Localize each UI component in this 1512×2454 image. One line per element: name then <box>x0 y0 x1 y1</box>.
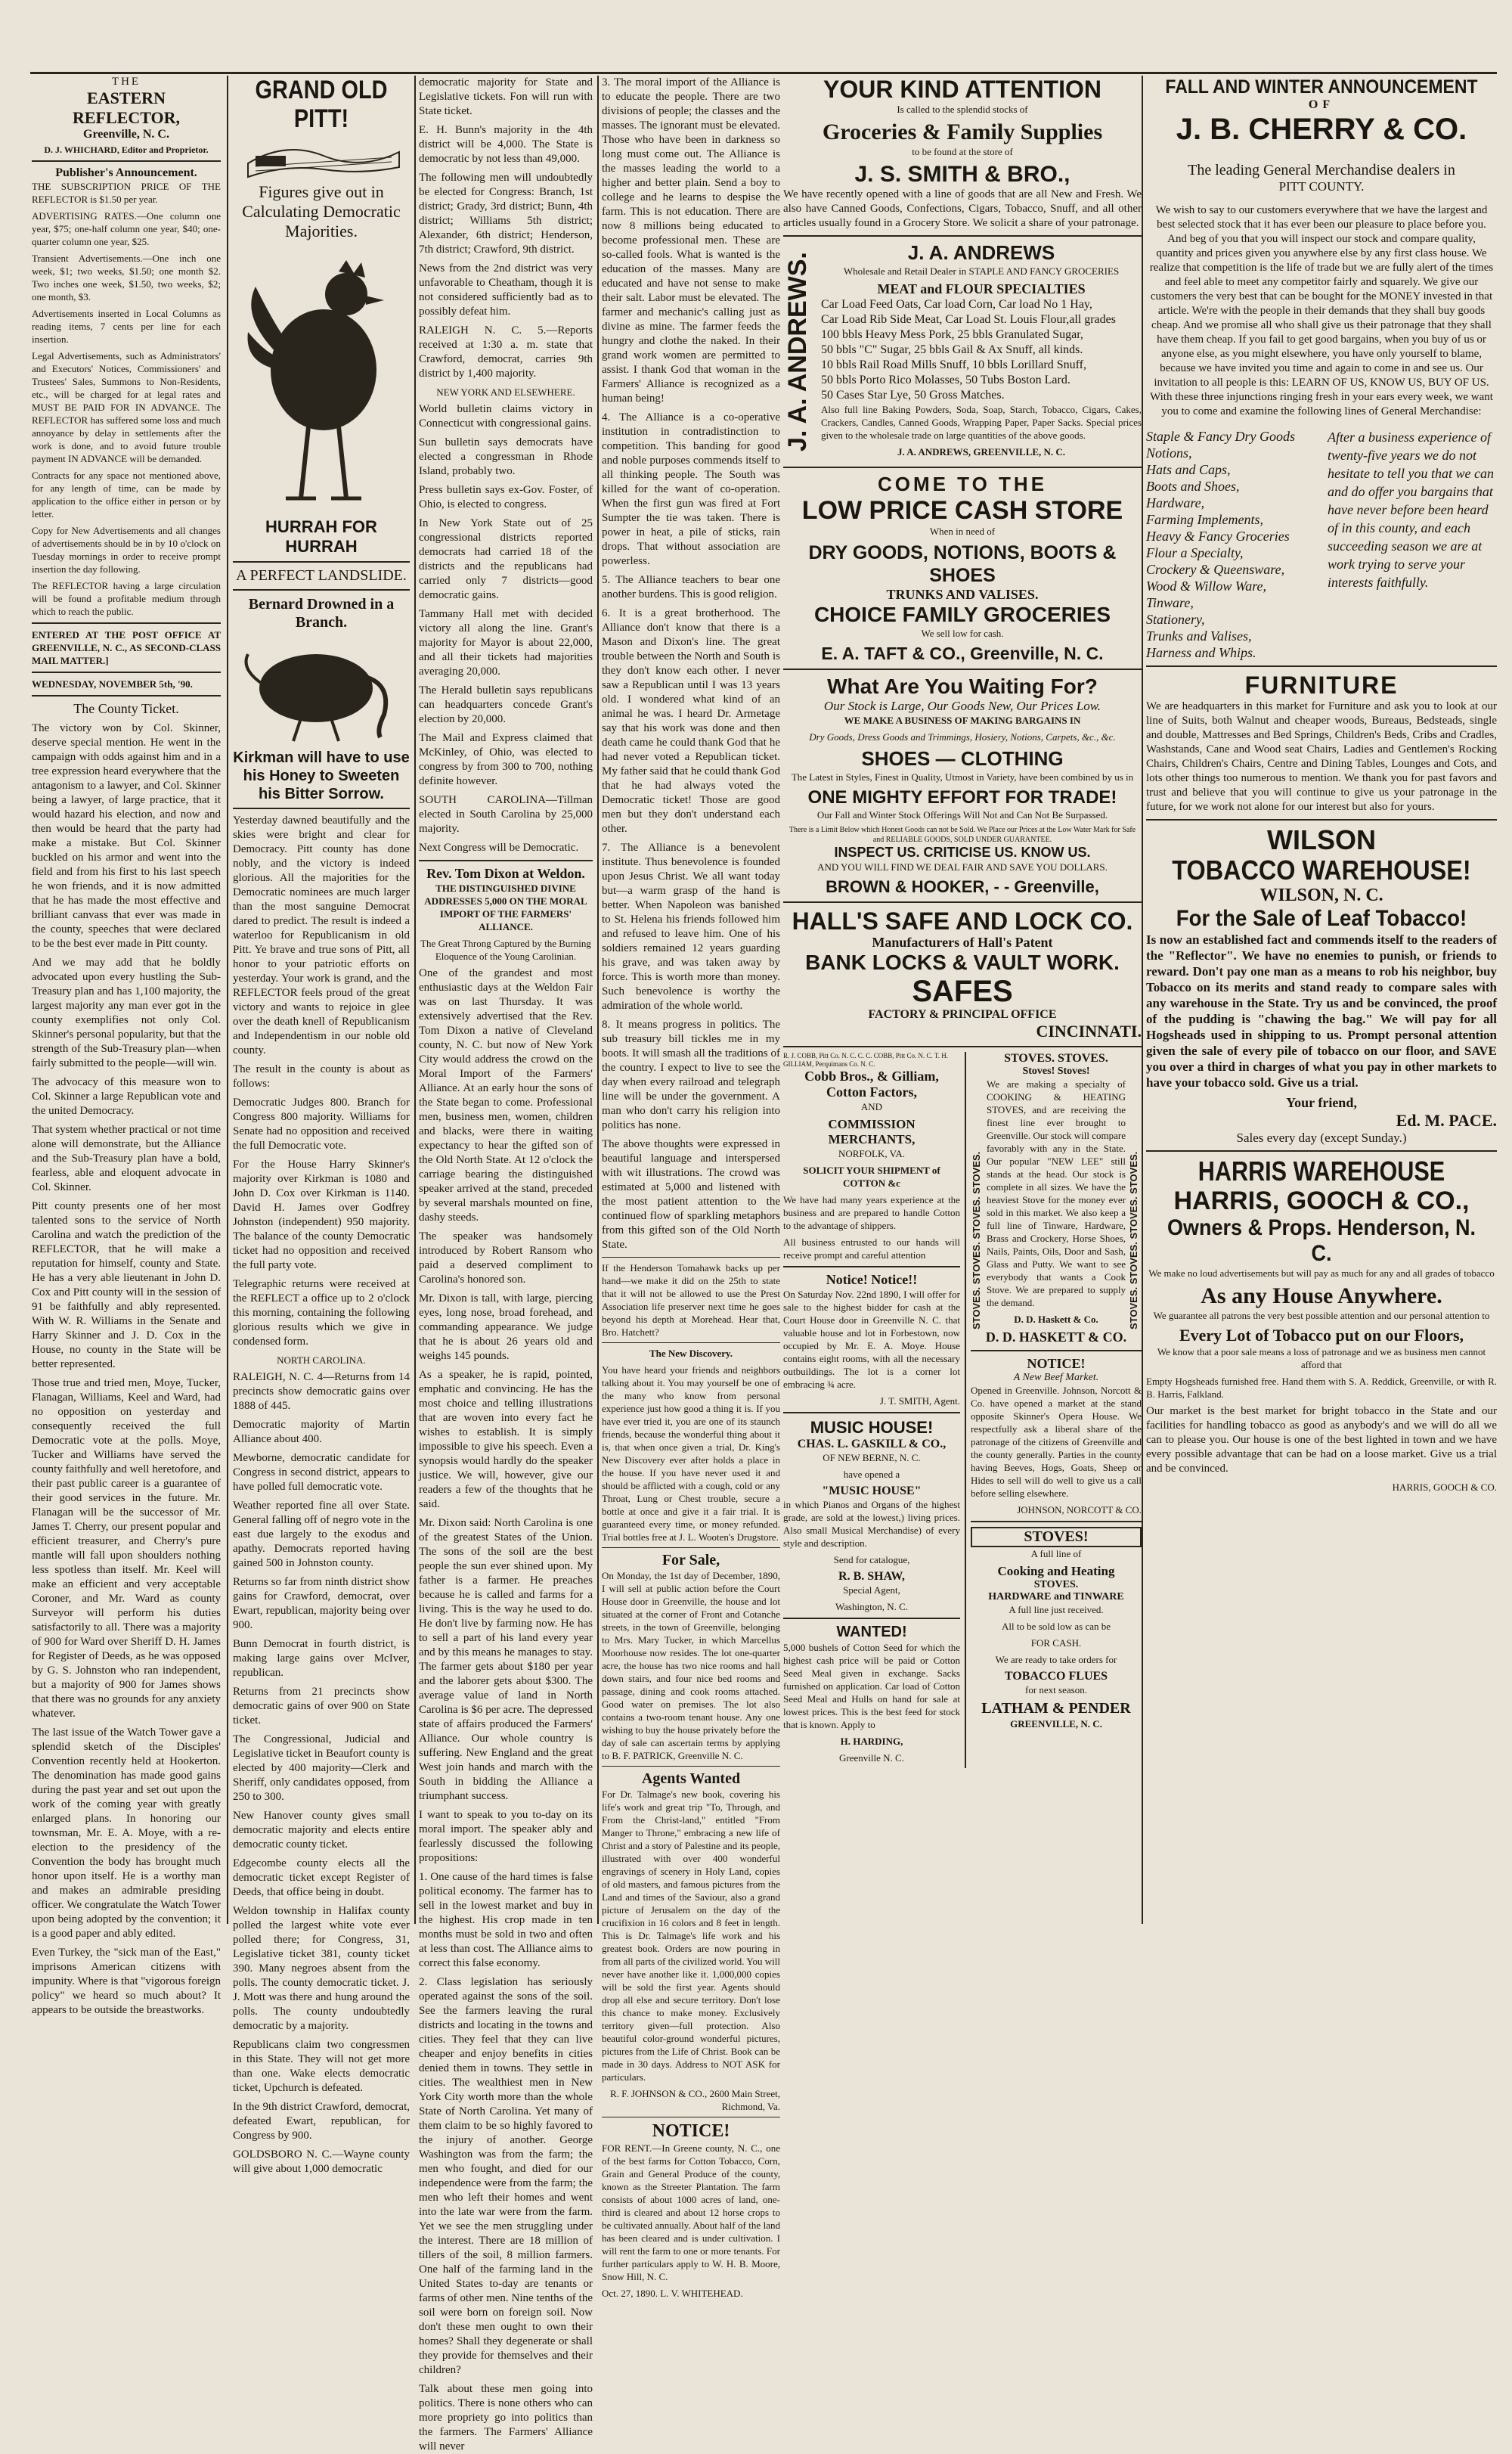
left-ads <box>783 1052 966 1768</box>
divider <box>233 561 410 563</box>
list-item: Farming Implements, <box>1146 512 1263 527</box>
divider <box>1146 665 1497 667</box>
ad-text: R. J. COBB, Pitt Co. N. C. C. C. COBB, Pitt Co. N. C. T. H. GILLIAM, Perquimans Co. N. C. <box>783 1052 948 1068</box>
paper-name: EASTERN REFLECTOR, <box>72 88 180 127</box>
list-item: Staple & Fancy Dry Goods <box>1146 429 1295 444</box>
column-rule <box>597 76 599 1924</box>
column-rule <box>414 76 416 1924</box>
list-item: 100 bbls Heavy Mess Pork, 25 bbls Granulated Sugar, <box>821 328 1083 341</box>
list-item: 50 bbls Porto Rico Molasses, 50 Tubs Boston Lard. <box>821 374 1070 386</box>
landslide-line: A PERFECT LANDSLIDE. <box>236 567 407 584</box>
column-election <box>233 76 410 2175</box>
ad-text: We know that a poor sale means a loss of patronage and we as business men cannot afford that <box>1157 1346 1486 1370</box>
divider <box>783 1046 1142 1047</box>
divider <box>971 1521 1142 1522</box>
ad-heading: Cobb Bros., & Gilliam, <box>804 1069 939 1084</box>
ad-text: We have recently opened with a line of goods that are all New and Fresh. We also have Canned Goods, Confections, Cigars, Tobacco, Snuff, and all other articles usually found in a Grocery Store. We solicit a share of your patronage. <box>783 188 1142 229</box>
article-paragraph: The Herald bulletin says republicans can headquarters concede Grant's election by 20,000. <box>419 684 593 725</box>
ad-heading: TOBACCO WAREHOUSE! <box>1172 855 1471 886</box>
publisher-text: The REFLECTOR having a large circulation will be found a profitable medium through which to reach the public. <box>32 580 221 617</box>
section-heading: NORTH CAROLINA. <box>277 1354 366 1366</box>
article-paragraph: Talk about these men going into politics. There is none others who can more propriety go into politics than the farmers. The Farmers' Alliance will never <box>419 2383 593 2452</box>
article-paragraph: democratic majority for State and Legislative tickets. Fon will run with State ticket. <box>419 76 593 117</box>
ad-text: Is called to the splendid stocks of <box>897 104 1028 115</box>
article-paragraph: Even Turkey, the "sick man of the East," imprisons American citizens with impunity. Where is that "vigorous foreign policy" we heard so much about? It appears to be outside the breastworks. <box>32 1947 221 2016</box>
article-paragraph: Yesterday dawned beautifully and the skies were bright and clear for Democracy. Pitt county has done nobly, and the victory is indeed glorious. All the majorities for the Democratic nominees are much larger than the most sanguine Democrat dared to predict. The result is indeed a waterloo for Republicanism in old Pitt. Ye brave and true sons of Pitt, all honor to your patriotic efforts on yesterday. Your work is grand, and the REFLECTOR feels proud of the great victory and wants to rejoice in glee over the death knell of Republicanism and Independentism in our noble old county. <box>233 814 410 1056</box>
article-paragraph: 3. The moral import of the Alliance is to educate the people. There are two divisions of people; the classes and the masses. The ignorant must be elevated. Those who have been in darkness so long must come out. The Alliance is the masses leading the world to a higher and better plain. Send a boy to college and he learns to despise the farm. This is not education. There are now 8 millions being educated to become professional men. These are so-called fools. What is wanted is the education of the masses. Many are educated and have not sense to make their salt. Labor must be elevated. The farmer and mechanic's calling just as divine as mine. The farmer feeds the hungry and clothe the naked. In their grand work women are permitted to assist. I thank God that woman in the Farmers' Alliance is recognized as a human being! <box>602 76 780 405</box>
divider <box>783 235 1142 237</box>
kirkman-line: Kirkman will have to use his Honey to Sweeten his Bitter Sorrow. <box>233 749 410 802</box>
ad-text: Our Fall and Winter Stock Offerings Will Not and Can Not Be Surpassed. <box>816 809 1108 821</box>
ad-heading: "MUSIC HOUSE" <box>822 1484 922 1497</box>
article-heading: NOTICE! <box>652 2121 730 2141</box>
ad-heading: HARRIS WAREHOUSE <box>1198 1156 1445 1187</box>
ad-text: A full line just received. <box>1009 1604 1104 1615</box>
article-paragraph: News from the 2nd district was very unfavorable to Cheatham, though it is not considered sufficiently bad as to possibly defeat him. <box>419 262 593 318</box>
ad-text: Greenville N. C. <box>839 1752 904 1764</box>
flag-icon <box>233 133 410 178</box>
ad-heading: E. A. TAFT & CO., Greenville, N. C. <box>821 644 1104 663</box>
bird-icon <box>233 631 410 745</box>
article-paragraph: World bulletin claims victory in Connecticut with congressional gains. <box>419 403 593 430</box>
article-paragraph: If the Henderson Tomahawk backs up per hand—we make it did on the 25th to state that it will not be allowed to use the Prest Association life preserver next time he goes beyond his depth at Morehead. Hear that, Bro. Hatchett? <box>602 1262 780 1338</box>
list-item: Car Load Rib Side Meat, Car Load St. Louis Flour,all grades <box>821 313 1116 326</box>
section-heading: NEW YORK AND ELSEWHERE. <box>436 386 575 398</box>
ad-text: in which Pianos and Organs of the highest grade, are sold at the lowest,) living prices. Also small Musical Merchandise) of every style and description. <box>783 1499 960 1549</box>
article-paragraph: The advocacy of this measure won to Col. Skinner a large Republican vote and the united Democracy. <box>32 1076 221 1117</box>
column-cherry <box>1146 76 1497 1931</box>
ad-text: have opened a <box>843 1469 900 1480</box>
ad-text: Also full line Baking Powders, Soda, Soap, Starch, Tobacco, Cigars, Cakes, Crackers, Candles, Canned Goods, Wrapping Paper, Paper Sacks. Special prices given to the wholesale trade on large quantities of the above goods. <box>821 404 1142 441</box>
list-item: Boots and Shoes, <box>1146 479 1240 494</box>
column-alliance <box>602 76 780 2299</box>
ad-text: OF <box>1308 98 1335 111</box>
ad-heading: CHOICE FAMILY GROCERIES <box>813 603 1111 626</box>
list-item: Wood & Willow Ware, <box>1146 579 1267 594</box>
list-item: Crockery & Queensware, <box>1146 562 1285 577</box>
ad-text: All business entrusted to our hands will receive prompt and careful attention <box>783 1236 960 1261</box>
ad-text: to be found at the store of <box>912 146 1013 157</box>
ad-heading: WILSON <box>1267 824 1376 855</box>
publisher-text: Advertisements inserted in Local Columns as reading items, 7 cents per line for each insertion. <box>32 308 221 345</box>
ad-text: Our market is the best market for bright tobacco in the State and our facilities for handling tobacco as good as anybody's and we will do all we can to please you. Our house is one of the best lighted in town and we have every possible advantage that can be had on a loose market. Give us a trial and be convinced. <box>1146 1405 1497 1475</box>
ad-heading: R. B. SHAW, <box>838 1570 905 1583</box>
ad-signature: Ed. M. PACE. <box>1396 1111 1497 1130</box>
ad-text: FOR CASH. <box>1030 1637 1082 1649</box>
article-paragraph: Weldon township in Halifax county polled the largest white vote ever polled there; for Congress, 31, Legislative ticket 381, county ticket 390. Many negroes absent from the polls. The county democratic ticket. J. J. Mott was there and hung around the polls. The county undoubtedly democratic by a majority. <box>233 1905 410 2032</box>
ad-heading: J. S. SMITH & BRO., <box>854 162 1070 187</box>
divider <box>1146 1150 1497 1152</box>
article-paragraph: Returns from 21 precincts show democratic gains of over 900 on State ticket. <box>233 1686 410 1726</box>
ad-text: The leading General Merchandise dealers in <box>1188 162 1455 178</box>
ad-text: AND <box>860 1101 883 1112</box>
article-paragraph: For the House Harry Skinner's majority over Kirkman is 1080 and John D. Cox over Kirkman is 1140. David H. James over Godfrey Johnston (independent) 950 majority. The balance of the county Democratic ticket had no opposition and received the full party vote. <box>233 1159 410 1271</box>
article-paragraph: Democratic Judges 800. Branch for Congress 800 majority. Williams for Senate had no opposition and received the full Democratic vote. <box>233 1097 410 1152</box>
stoves-vertical: STOVES. STOVES. STOVES. STOVES. <box>970 1151 982 1329</box>
ad-heading: COME TO THE <box>877 473 1048 495</box>
ad-text: Our Stock is Large, Our Goods New, Our Prices Low. <box>823 699 1101 713</box>
ad-heading: NOTICE! <box>1027 1356 1086 1371</box>
ad-heading: ONE MIGHTY EFFORT FOR TRADE! <box>807 787 1117 808</box>
article-paragraph: And we may add that he boldly advocated upon every hustling the Sub-Treasury plan and has 1,100 majority, the largest majority any man ever got in the county exemplifies not only Col. Skinner's personal popularity, but that the strength of the Sub-Treasury plan—when fairly submitted to the people—will win. <box>32 957 221 1069</box>
divider <box>783 901 1142 903</box>
ad-text: Dry Goods, Dress Goods and Trimmings, Hosiery, Notions, Carpets, &c., &c. <box>809 731 1116 743</box>
ad-text: We are ready to take orders for <box>995 1654 1117 1665</box>
ad-heading: STOVES. <box>1033 1579 1079 1590</box>
article-paragraph: Next Congress will be Democratic. <box>419 842 579 854</box>
article-subheading: THE DISTINGUISHED DIVINE ADDRESSES 5,000 ON THE MORAL IMPORT OF THE FARMERS' ALLIANCE. <box>424 883 587 932</box>
article-paragraph: 4. The Alliance is a co-operative institution in contradistinction to competition. This banding for good and noble purposes commends itself to all thinking people. The South was killed for the want of co-operation. When the first gun was fired at Fort Sumpter the tie was taken. There is power in heat, a pile of sticks, rain drops. That without association are powerless. <box>602 411 780 567</box>
rooster-icon <box>233 241 410 513</box>
article-paragraph: Mr. Dixon said: North Carolina is one of the greatest States of the Union. The sons of the soil are the best people the sun ever shined upon. My father is a farmer. He preaches because he is called and farms for a living. This is the way he used to do. He don't live by farming now. He has to sell a part of his land every year and by this means he manages to stay. The farmer gets about $180 per year and the laborer gets about $300. The average value of land in North Carolina is $6 per acre. The depressed state of affairs produced the Farmers' Alliance. Our whole country is suffering. New England and the great West join hands and march with the South in bidding the Alliance a triumphant success. <box>419 1517 593 1802</box>
list-item: Tinware, <box>1146 595 1194 610</box>
ad-text: Send for catalogue, <box>833 1554 910 1565</box>
divider <box>602 1342 780 1343</box>
column-masthead <box>32 76 221 2016</box>
notice-signature: Oct. 27, 1890. L. V. WHITEHEAD. <box>602 2288 743 2299</box>
list-item: 50 Cases Star Lye, 50 Gross Matches. <box>821 389 1005 402</box>
article-paragraph: You have heard your friends and neighbors talking about it. You may yourself be one of the many who know from personal experience just how good a thing it is. If you have ever tried it, you are one of its staunch friends, because the wonderful thing about it is, that when once given a trial, Dr. King's New Discovery ever after holds a place in the house. If you have never used it and should be afflicted with a cough, cold or any Throat, Lung or Chest trouble, secure a bottle at once and give it a fair trial. It is guaranteed every time, or money refunded. Trial bottles free at J. L. Wooten's Drugstore. <box>602 1364 780 1543</box>
publisher-text: Legal Advertisements, such as Administrators' and Executors' Notices, Commissioners' and Trustees' Sales, Summons to Non-Residents, etc., will be charged for at legal rates and MUST BE PAID FOR IN ADVANCE. The REFLECTOR has suffered some loss and much annoyance by delay in settlements after the work is done, and to avoid future trouble payment IN ADVANCE will be demanded. <box>32 350 221 464</box>
ad-text: WILSON, N. C. <box>1259 886 1383 905</box>
ad-text: A full line of <box>1030 1548 1082 1559</box>
list-item: Hardware, <box>1146 495 1205 510</box>
publisher-text: Copy for New Advertisements and all changes of advertisements should be in by 10 o'clock on Tuesday mornings in order to receive prompt insertion the day following. <box>32 525 221 575</box>
article-paragraph: As a speaker, he is rapid, pointed, emphatic and convincing. He has the most choice and telling illustrations that are woven into every fact he wishes to establish. It is simply impossible to give his speech. Even a synopsis would hardly do the speaker justice. We will, however, give our readers a few of the thoughts that he said. <box>419 1369 593 1510</box>
ad-heading: J. B. CHERRY & CO. <box>1176 113 1467 146</box>
list-item: Heavy & Fancy Groceries <box>1146 529 1290 544</box>
taft-ad <box>783 473 1142 664</box>
ad-heading: SAFES <box>912 975 1013 1008</box>
smith-ad <box>783 76 1142 231</box>
ad-text: AND YOU WILL FIND WE DEAL FAIR AND SAVE YOU DOLLARS. <box>817 861 1108 873</box>
article-paragraph: 1. One cause of the hard times is false political economy. The farmer has to sell in the lowest market and buy in the highest. His crop made in ten months must be sold in two and often at less than cost. The Alliance aims to correct this false economy. <box>419 1871 593 1969</box>
agents-address: R. F. JOHNSON & CO., 2600 Main Street, Richmond, Va. <box>609 2088 780 2112</box>
publisher-text: ADVERTISING RATES.—One column one year, $75; one-half column one year, $40; one-quarter column one year, $25. <box>32 210 221 247</box>
article-paragraph: Those true and tried men, Moye, Tucker, Flanagan, Williams, Keel and Ward, had no opposition on yesterday and consequently received the full Democratic vote at the polls. Moye, Tucker and Williams have served the county faithfully and well heretofore, and their past public career is a guarantee of their good services in the future. Mr. Flanagan will be the successor of Mr. James T. Cherry, our present popular and efficient treasurer, and Cherry's pure mantle will fall upon shoulders nothing less spotless than itself. Mr. Keel will make an efficient and very acceptable Coroner, and Mr. Ward as county Surveyor will perform his duties satisfactorily to all. There was a majority of 900 for Ward over Sheriff D. H. James for Register of Deeds, as he was opposed by G. S. Johnston who ran independent, but a majority of 900 for James shows that there was no grounds for any anxiety whatever. <box>32 1377 221 1720</box>
ad-heading: HALL'S SAFE AND LOCK CO. <box>792 907 1133 935</box>
ad-text: for next season. <box>1025 1684 1087 1695</box>
ad-heading: LATHAM & PENDER <box>981 1700 1131 1717</box>
ad-heading: HARRIS, GOOCH & CO., <box>1173 1187 1470 1215</box>
ad-heading: Every Lot of Tobacco put on our Floors, <box>1179 1326 1464 1345</box>
ad-text: Special Agent, <box>843 1584 900 1596</box>
column-rule <box>1142 76 1143 1924</box>
ad-text: JOHNSON, NORCOTT & CO. <box>1017 1504 1142 1516</box>
ad-heading: D. D. HASKETT & CO. <box>985 1329 1127 1345</box>
publisher-text: THE SUBSCRIPTION PRICE OF THE REFLECTOR is $1.50 per year. <box>32 181 221 205</box>
article-paragraph: One of the grandest and most enthusiastic days at the Weldon Fair was on last Thursday. It was extensively advertised that the Rev. Tom Dixon a native of Cleveland county, N. C. but now of New York City would address the crowd on the Moral Import of the Farmers' Alliance. At an early hour the sons of the State began to come. Professional men, business men, women, children and blacks, were there in waiting expectancy to hear the gifted son of the Old North State. At 12 o'clock the carriage bearing the distinguished speaker arrived at the stand, preceded by several marshals mounted on fine, dashy steeds. <box>419 967 593 1224</box>
ad-text: WE MAKE A BUSINESS OF MAKING BARGAINS IN <box>844 715 1081 726</box>
ad-text: We sell low for cash. <box>921 628 1004 639</box>
headline: GRAND OLD PITT! <box>255 76 388 133</box>
entered-notice: ENTERED AT THE POST OFFICE AT GREENVILLE, N. C., AS SECOND-CLASS MAIL MATTER.] <box>32 629 221 666</box>
publisher-text: Transient Advertisements.—One inch one week, $1; two weeks, $1.50; one month $2. Two inches one week, $1.50, two weeks, $2; one month, $3. <box>32 253 221 302</box>
ad-text: When in need of <box>929 526 996 537</box>
article-paragraph: The result in the county is about as follows: <box>233 1063 410 1090</box>
ad-text: Is now an established fact and commends itself to the readers of the "Reflector". We have no enemies to punish, or friends to reward. Don't pay one man as a means to rob his neighbor, buy Tobacco on its merits and stand ready to compare sales with any warehouse in the State. Try us and be convinced, the proof of the pudding is "chawing the bag." We will pay for all Hogsheads used in shipping to us. Prompt personal attention given the sale of every pile of tobacco on our floor, and SAVE you over a third in charges of what you pay in other markets to have your tobacco sold. Give us a trial. <box>1146 932 1497 1090</box>
article-paragraph: The above thoughts were expressed in beautiful language and interspersed with wit illustrations. The crowd was estimated at 5,000 and listened with the most patient attention to the continued flow of sparkling metaphors from this gifted son of the Old North State. <box>602 1138 780 1251</box>
article-paragraph: Democratic majority of Martin Alliance about 400. <box>233 1419 410 1445</box>
ad-text: Sales every day (except Sunday.) <box>1236 1131 1407 1145</box>
article-paragraph: I want to speak to you to-day on its moral import. The speaker ably and fearlessly discussed the following propositions: <box>419 1809 593 1864</box>
ad-heading: BANK LOCKS & VAULT WORK. <box>805 951 1120 974</box>
lower-ads <box>783 1052 1142 1768</box>
divider <box>783 1412 960 1413</box>
article-heading: For Sale, <box>662 1552 720 1568</box>
list-item: 50 bbls "C" Sugar, 25 bbls Gail & Ax Snuff, all kinds. <box>821 343 1083 356</box>
ad-text: CINCINNATI. <box>1036 1022 1142 1041</box>
ad-heading: FURNITURE <box>1244 672 1399 699</box>
experience-text: After a business experience of twenty-five years we do not hesitate to tell you that we can and do offer you bargains that have never before been heard of in this county, and each succeeding season we are at work trying to serve your interests faithfully. <box>1328 430 1494 590</box>
publisher-heading: Publisher's Announcement. <box>55 166 197 179</box>
ad-text: We are headquarters in this market for Furniture and ask you to look at our line of Suits, both Walnut and cheaper woods, Bureaus, Bedsteads, single and double, Mattresses and Bed Springs, Children's Beds, Cribs and Cradles, Washstands, Cane and Wood seat Chairs, Ladies and Gentlemen's Rocking Chairs, Children's Chairs, Centre and Dining Tables, Lounges and Cots, and lots other things too numerous to mention. We thank you for past favors and trust and believe that you will continue to give us your patronage in the future, for we work not alone for our interest but also for yours. <box>1146 700 1497 813</box>
article-paragraph: Tammany Hall met with decided victory all along the line. Grant's majority for Mayor is about 22,000, and all their tickets had majorities averaging 20,000. <box>419 608 593 678</box>
article-paragraph: 5. The Alliance teachers to bear one another burdens. This is good religion. <box>602 574 780 600</box>
ad-text: J. T. SMITH, Agent. <box>879 1395 960 1407</box>
ad-heading: SHOES — CLOTHING <box>861 747 1064 770</box>
ad-text: The Latest in Styles, Finest in Quality, Utmost in Variety, have been combined by us in <box>791 771 1134 783</box>
ad-heading: Notice! Notice!! <box>826 1272 918 1287</box>
article-paragraph: New Hanover county gives small democratic majority and elects entire democratic county ticket. <box>233 1810 410 1851</box>
ad-text: Empty Hogsheads furnished free. Hand them with S. A. Reddick, Greenville, or with R. B. Harris, Falkland. <box>1146 1376 1497 1400</box>
ad-heading: FALL AND WINTER ANNOUNCEMENT <box>1165 76 1478 98</box>
ad-text: 5,000 bushels of Cotton Seed for which the highest cash price will be paid or Cotton Seed Meal given in exchange. Sacks furnished on application. Car load of Cotton Seed Meal and Hulls on hand for sale at lowest prices. This is the best feed for stock that is known. Apply to <box>783 1642 960 1730</box>
article-paragraph: Weather reported fine all over State. General falling off of negro vote in the east due largely to the exodus and apathy. Democrats reported having gained 500 in Johnston county. <box>233 1500 410 1569</box>
list-item: Harness and Whips. <box>1146 645 1256 660</box>
merchandise-list <box>1146 428 1320 661</box>
list-item: Notions, <box>1146 445 1192 461</box>
divider <box>602 1766 780 1767</box>
article-paragraph: SOUTH CAROLINA—Tillman elected in South Carolina by 25,000 majority. <box>419 794 593 835</box>
ad-heading: For the Sale of Leaf Tobacco! <box>1176 906 1467 931</box>
ad-text: MEAT and FLOUR SPECIALTIES <box>877 281 1086 296</box>
divider <box>233 808 410 809</box>
ad-heading: DRY GOODS, NOTIONS, BOOTS & SHOES <box>808 542 1117 586</box>
brown-hooker-ad <box>783 675 1142 897</box>
article-paragraph: The last issue of the Watch Tower gave a splendid sketch of the Disciples' Convention recently held at Hookerton. The denomination has made good gains during the past year and set out upon the work of the coming year with greatly enlarged plans. In honoring our townsman, Mr. E. A. Moye, with a re-election to the presidency of the Convention the body has brought much honor upon itself. He is a worthy man and makes an admirable presiding officer. We congratulate the Watch Tower upon being adopted by the convention; it is a good paper and ably edited. <box>32 1726 221 1940</box>
ad-heading: Stoves! Stoves! <box>1022 1066 1090 1077</box>
divider <box>783 669 1142 670</box>
ad-text: All to be sold low as can be <box>1001 1621 1111 1632</box>
ad-text: PITT COUNTY. <box>1278 179 1365 194</box>
ad-heading: Owners & Props. Henderson, N. C. <box>1167 1215 1476 1266</box>
ad-heading: INSPECT US. CRITICISE US. KNOW US. <box>834 845 1091 860</box>
divider <box>783 1618 960 1619</box>
article-heading: Agents Wanted <box>641 1770 741 1787</box>
issue-date: WEDNESDAY, NOVEMBER 5th, '90. <box>32 678 193 690</box>
article-paragraph: Press bulletin says ex-Gov. Foster, of Ohio, is elected to congress. <box>419 484 593 510</box>
divider <box>32 695 221 696</box>
divider <box>971 1350 1142 1351</box>
article-paragraph: That system whether practical or not time alone will demonstrate, but the Alliance and the Sub-Treasury plan have a bold, fearless, able and eloquent advocate in Col. Skinner. <box>32 1124 221 1193</box>
divider <box>602 1547 780 1548</box>
ad-heading: Cooking and Heating <box>997 1564 1115 1578</box>
ad-heading: COMMISSION MERCHANTS, <box>828 1117 916 1146</box>
ad-text: We guarantee all patrons the very best possible attention and our personal attention to <box>1153 1310 1490 1321</box>
article-paragraph: On Monday, the 1st day of December, 1890, I will sell at public action before the Court House door in Greenville, the house and lot situated at the corner of Front and Cotanche streets, in the town of Greenville, belonging to Mrs. Mary Tucker, in which Marcellus Moorhouse now resides. The lot one-quarter acre, the house has two nice rooms and hall down stairs, and four nice bed rooms and passage, dining and cook rooms attached. Good water on premises. The lot also contains a two-room tenant house. Any one wishing to buy the house privately before the day of sale can ascertain terms by applying to B. F. PATRICK, Greenville N. C. <box>602 1570 780 1761</box>
bernard-line: Bernard Drowned in a Branch. <box>248 596 395 631</box>
ad-text: Your friend, <box>1286 1095 1357 1110</box>
divider <box>602 1257 780 1258</box>
ad-text: OF NEW BERNE, N. C. <box>823 1452 921 1463</box>
divider <box>783 1266 960 1267</box>
article-paragraph: Mewborne, democratic candidate for Congress in second district, appears to have polled full democratic vote. <box>233 1452 410 1493</box>
article-paragraph: Republicans claim two congressmen in this State. They will not get more than one. Wake elects democratic ticket, Upchurch is defeated. <box>233 2039 410 2094</box>
article-paragraph: FOR RENT.—In Greene county, N. C., one of the best farms for Cotton Tobacco, Corn, Grain and General Produce of the county, known as the Streeter Plantation. The farm consists of about 1000 acres of land, one-third is cleared and about 12 horse crops to be cultivated annually. About half of the land has been cleared and is under cultivation. I will rent the farm to one or more tenants. For further particulars apply to W. H. B. Moore, Snow Hill, N. C. <box>602 2142 780 2282</box>
top-rule <box>30 72 1497 74</box>
ad-text: On Saturday Nov. 22nd 1890, I will offer for sale to the highest bidder for cash at the Court House door in Greenville N. C. that valuable house and lot in Forbestown, now occupied by Mr. E. A. Moye. House contains eight rooms, with all the necessary outbuildings. The lot is a corner lot embracing ¾ acre. <box>783 1289 960 1390</box>
ad-heading: Cotton Factors, <box>826 1084 917 1100</box>
article-paragraph: The speaker was handsomely introduced by Robert Ransom who paid a deserved compliment to Carolina's honored son. <box>419 1230 593 1286</box>
divider <box>32 622 221 624</box>
ad-heading: Groceries & Family Supplies <box>822 119 1103 144</box>
divider <box>1146 819 1497 821</box>
ad-text: We wish to say to our customers everywhere that we have the largest and best selected stock that it has ever been our pleasure to place before you. And beg of you that you will inspect our stock and compare quality, quantity and prices given you anywhere else by any first class house. We realize that competition is the life of trade but we are fully alert of the times and feel able to meet any competitor fairly and squarely. We give our customers the very best that can be bought for the MONEY invested in that article. We're with the people in their demands that they shall buy goods cheap. And we promise all who shall give us their patronage that they shall have them cheap. If you fail to get good bargains, when you buy of us or anyone else, as you might elsewhere, you have only yourself to blame, because we have invited you time and again to come in and see us. Our invitation to all people is this: LEARN OF US, KNOW US, BUY OF US. With these three injunctions ringing fresh in your ears every week, we want you to come and examine the following lines of General Merchandise: <box>1149 204 1494 417</box>
paper-name-top: THE <box>111 76 141 88</box>
ad-heading: As any House Anywhere. <box>1201 1283 1442 1308</box>
ad-text: Manufacturers of Hall's Patent <box>872 935 1053 950</box>
divider <box>419 860 593 861</box>
article-paragraph: In New York State out of 25 congressional districts reported democrats had carried 18 of the districts and the republicans had carried only 7 districts—good democratic gains. <box>419 517 593 601</box>
andrews-ad <box>783 241 1142 462</box>
column-news <box>419 76 593 2452</box>
publisher-text: Contracts for any space not mentioned above, for any length of time, can be made by application to the office either in person or by letter. <box>32 470 221 520</box>
divider <box>233 589 410 591</box>
article-paragraph: Sun bulletin says democrats have elected a congressman in Rhode Island, probably two. <box>419 436 593 477</box>
article-heading: Rev. Tom Dixon at Weldon. <box>426 866 585 881</box>
divider <box>783 467 1142 468</box>
ad-text: Wholesale and Retail Dealer in STAPLE AND FANCY GROCERIES <box>843 265 1120 277</box>
ad-heading: MUSIC HOUSE! <box>810 1418 934 1437</box>
article-paragraph: Mr. Dixon is tall, with large, piercing eyes, long nose, broad forehead, and commanding appearance. We judge that he is about 26 years old and weighs 145 pounds. <box>419 1292 593 1362</box>
andrews-vertical: J. A. ANDREWS. <box>783 252 812 451</box>
ad-heading: CHAS. L. GASKILL & CO., <box>797 1438 947 1450</box>
ad-heading: J. A. ANDREWS <box>907 241 1055 264</box>
ad-text: We have had many years experience at the business and are prepared to handle Cotton to the advantage of shippers. <box>783 1194 960 1231</box>
article-paragraph: RALEIGH, N. C. 4—Returns from 14 precincts show democratic gains over 1888 of 445. <box>233 1371 410 1412</box>
article-paragraph: In the 9th district Crawford, democrat, defeated Ewart, republican, for Congress by 900. <box>233 2101 410 2142</box>
list-item: Hats and Caps, <box>1146 462 1231 477</box>
ad-heading: What Are You Waiting For? <box>827 675 1098 698</box>
divider <box>32 160 221 162</box>
ad-text: FACTORY & PRINCIPAL OFFICE <box>868 1008 1057 1021</box>
article-heading: The County Ticket. <box>73 701 179 716</box>
ad-text: SOLICIT YOUR SHIPMENT of COTTON &c <box>803 1165 940 1189</box>
article-paragraph: 6. It is a great brotherhood. The Alliance don't know that there is a Mason and Dixon's line. The great trouble between the North and South is they don't know each other. I never saw a Republican until I was 13 years old. I wondered what kind of an animal he was. I heard Dr. Armetage say that his work was done and then death came he could thank God that he had never voted a Republican ticket. My father said that he could thank God that he had always voted the Democratic ticket! Those are good men but they don't understand each other. <box>602 607 780 835</box>
article-paragraph: 2. Class legislation has seriously operated against the sons of the soil. See the farmers leaving the rural districts and locating in the towns and cities. They feel that they can live cheaper and enjoy benefits in cities denied them in towns. They settle in cities. The wealthiest men in New York City worth more than the whole State of North Carolina. Yet many of them claim to be so highly favored to the injury of another. George Washington was from the farm; the men who fought, and died for our independence were from the farm; the men who left their homes and went into the late war were from the farm. Yet we see the men struggling under the interest. There are 18 million of tillers of the soil, 8 million farmers. One half of the farming land in the United States to-day are tenants or farms of other men. Nine tenths of the soil were born on foreign soil. Now don't these men ought to own their homes? Shall they degenerate or shall they provide for themselves and their children? <box>419 1976 593 2376</box>
paper-place: Greenville, N. C. <box>83 128 169 141</box>
ad-text: GREENVILLE, N. C. <box>1010 1718 1102 1730</box>
article-subheading: The Great Throng Captured by the Burning Eloquence of the Young Carolinian. <box>420 938 591 962</box>
article-paragraph: RALEIGH N. C. 5.—Reports received at 1:30 a. m. state that Crawford, democrat, carries 9th district by 1,400 majority. <box>419 324 593 380</box>
ad-text: Opened in Greenville. Johnson, Norcott & Co. have opened a market at the stand opposite Skinner's Opera House. We respectfully ask a liberal share of the patronage of the citizens of Greenville and the county generally. Parties in the county having Beeves, Hogs, Goats, Sheep or Hides to sell will do well to give us a call before selling elsewhere. <box>970 1385 1142 1499</box>
halls-ad <box>783 907 1142 1041</box>
ad-text: A New Beef Market. <box>1013 1372 1099 1383</box>
paper-editor: D. J. WHICHARD, Editor and Proprietor. <box>44 144 209 155</box>
ad-text: We make no loud advertisements but will pay as much for any and all grades of tobacco <box>1148 1267 1495 1279</box>
hurrah-line: HURRAH FOR HURRAH <box>265 517 377 556</box>
ad-heading: STOVES. STOVES. <box>1004 1052 1108 1065</box>
ad-text: J. A. ANDREWS, GREENVILLE, N. C. <box>897 446 1066 458</box>
ad-text: TRUNKS AND VALISES. <box>886 587 1039 602</box>
article-heading: The New Discovery. <box>649 1348 733 1359</box>
article-paragraph: 7. The Alliance is a benevolent institute. Thus benevolence is founded upon Jesus Christ. We all want today but—a warm grasp of the hand is better. When Napoleon was banished to St. Helena his friends followed him and refused to leave him. One of his soldiers remained 12 years guarding his grave, and was taken away by force. This is worth more than money. Such benevolence is worthy the admiration of the whole world. <box>602 842 780 1012</box>
ad-heading: BROWN & HOOKER, - - Greenville, <box>826 877 1099 896</box>
subheadline: Figures give out in Calculating Democratic Majorities. <box>242 182 401 240</box>
article-paragraph: E. H. Bunn's majority in the 4th district will be 4,000. The State is democratic by not less than 49,000. <box>419 124 593 165</box>
ad-text: Washington, N. C. <box>835 1601 909 1612</box>
ad-heading: TOBACCO FLUES <box>1004 1670 1108 1683</box>
article-paragraph: Telegraphic returns were received at the REFLECT a office up to 2 o'clock this morning, containing the following glorious results which we give in condensed form. <box>233 1278 410 1348</box>
ad-heading: WANTED! <box>836 1624 907 1640</box>
article-paragraph: The Congressional, Judicial and Legislative ticket in Beaufort county is elected by 400 majority—Clerk and Sheriff, only candidates opposed, from 250 to 300. <box>233 1733 410 1803</box>
ad-signature: HARRIS, GOOCH & CO. <box>1392 1481 1497 1493</box>
divider <box>32 672 221 673</box>
andrews-list <box>821 297 1142 403</box>
column-ads <box>783 76 1142 1931</box>
list-item: Car Load Feed Oats, Car load Corn, Car load No 1 Hay, <box>821 298 1092 311</box>
list-item: Stationery, <box>1146 612 1205 627</box>
article-paragraph: Pitt county presents one of her most talented sons to the service of North Carolina and watch the prediction of the REFLECTOR, that he will make a reputation for himself, county and State. He has a very able lieutenant in John D. Cox and Pitt county will in the session of 91 be faithfully and ably represented. With W. R. Williams in the Senate and Harry Skinner and J. D. Cox in the House, no county in the State will be better represented. <box>32 1200 221 1370</box>
article-paragraph: Returns so far from ninth district show gains for Crawford, democrat, over Ewart, republican, majority being over 900. <box>233 1576 410 1631</box>
ad-text: There is a Limit Below which Honest Goods can not be Sold. We Place our Prices at the Low Water Mark for Safe and RELIABLE GOODS, SOLD UNDER GUARANTEE. <box>789 826 1136 844</box>
article-paragraph: GOLDSBORO N. C.—Wayne county will give about 1,000 democratic <box>233 2148 410 2175</box>
ad-heading: STOVES! <box>971 1527 1142 1547</box>
ad-text: D. D. Haskett & Co. <box>1014 1314 1098 1325</box>
list-item: Trunks and Valises, <box>1146 628 1252 644</box>
ad-heading: HARDWARE and TINWARE <box>988 1591 1124 1602</box>
ad-text: H. HARDING, <box>840 1736 903 1747</box>
list-item: Flour a Specialty, <box>1146 545 1244 560</box>
article-paragraph: Edgecombe county elects all the democratic ticket except Register of Deeds, that office being in doubt. <box>233 1857 410 1898</box>
article-paragraph: The following men will undoubtedly be elected for Congress: Branch, 1st district; Grady, 3rd district; Bunn, 4th district; Williams 5th district; Alexander, 6th district; Henderson, 7th district; Crawford, 9th district. <box>419 172 593 256</box>
list-item: 10 bbls Rail Road Mills Snuff, 10 bbls Lorillard Snuff, <box>821 358 1086 371</box>
ad-heading: LOW PRICE CASH STORE <box>801 496 1123 525</box>
stoves-vertical: STOVES. STOVES. STOVES. STOVES. <box>1128 1151 1139 1329</box>
article-paragraph: The victory won by Col. Skinner, deserve special mention. He went in the campaign with odds against him and in a tree expression heard everywhere that the antagonism to a lawyer, and Col. Skinner being a lawyer, of large practice, that it would hazard his election, and now and then would be heard that the party had make a mistake. But Col. Skinner buckled on his armor and went into the field and from his first to his last speech he won friends, and it is now admitted that he has made the most effective and brilliant canvass that ever was made in the county, speeches that were declared to be the best ever made in Pitt county. <box>32 722 221 950</box>
article-paragraph: Bunn Democrat in fourth district, is making large gains over McIver, republican. <box>233 1638 410 1679</box>
article-paragraph: For Dr. Talmage's new book, covering his life's work and great trip "To, Through, and From the Christ-land," entitled "From Manger to Throne," embracing a new life of Christ and a story of Palestine and its people, illustrated with over 400 wonderful engravings of scenery in Holy Land, copies of old masters, and famous pictures from the Land and times of the Saviour, also a grand picture of Jerusalem on the day of the crucifixion in 16 colors and 8 feet in length. This is Dr. Talmage's life work and his greatest book. Orders are now pouring in from all parts of the civilized world. You will never have another like it. 1,000,000 copies will be sold the first year. Agents should drop all else and secure territory. Don't lose this chance to make money. Exclusively territory given—full protection. Also beautiful color-ground wonderful pictures, pictures from the Life of Christ. Book can be made in 30 days. Address to NOT ASK for particulars. <box>602 1789 780 2083</box>
ad-heading: YOUR KIND ATTENTION <box>823 76 1101 103</box>
article-paragraph: The Mail and Express claimed that McKinley, of Ohio, was elected to congress by from 300 to 700, nothing definite however. <box>419 732 593 787</box>
ad-text: NORFOLK, VA. <box>838 1148 905 1159</box>
ad-text: We are making a specialty of COOKING & HEATING STOVES, and are receiving the finest line ever brought to Greenville. Our stock will compare favorably with any in the State. Our popular "NEW LEE" still stands at the head. Our stock is complete in all sizes. We have the heaviest Stove for the money ever sold in this market. We also keep a full line of Tinware, Hardware, Brass and Crockery, Horse Shoes, Nails, Paints, Oils, Door and Sash, Glass and Putty. We want to see everybody that wants a Cook Stove. We are prepared to supply the demand. <box>986 1078 1126 1308</box>
right-ads <box>966 1052 1142 1768</box>
article-paragraph: 8. It means progress in politics. The sub treasury bill tickles me in my boots. It will smash all the traditions of the country. I expect to live to see the day when every railroad and telegraph line will be under the government. A man who don't carry his religion into politics has none. <box>602 1019 780 1131</box>
column-rule <box>227 76 228 1924</box>
